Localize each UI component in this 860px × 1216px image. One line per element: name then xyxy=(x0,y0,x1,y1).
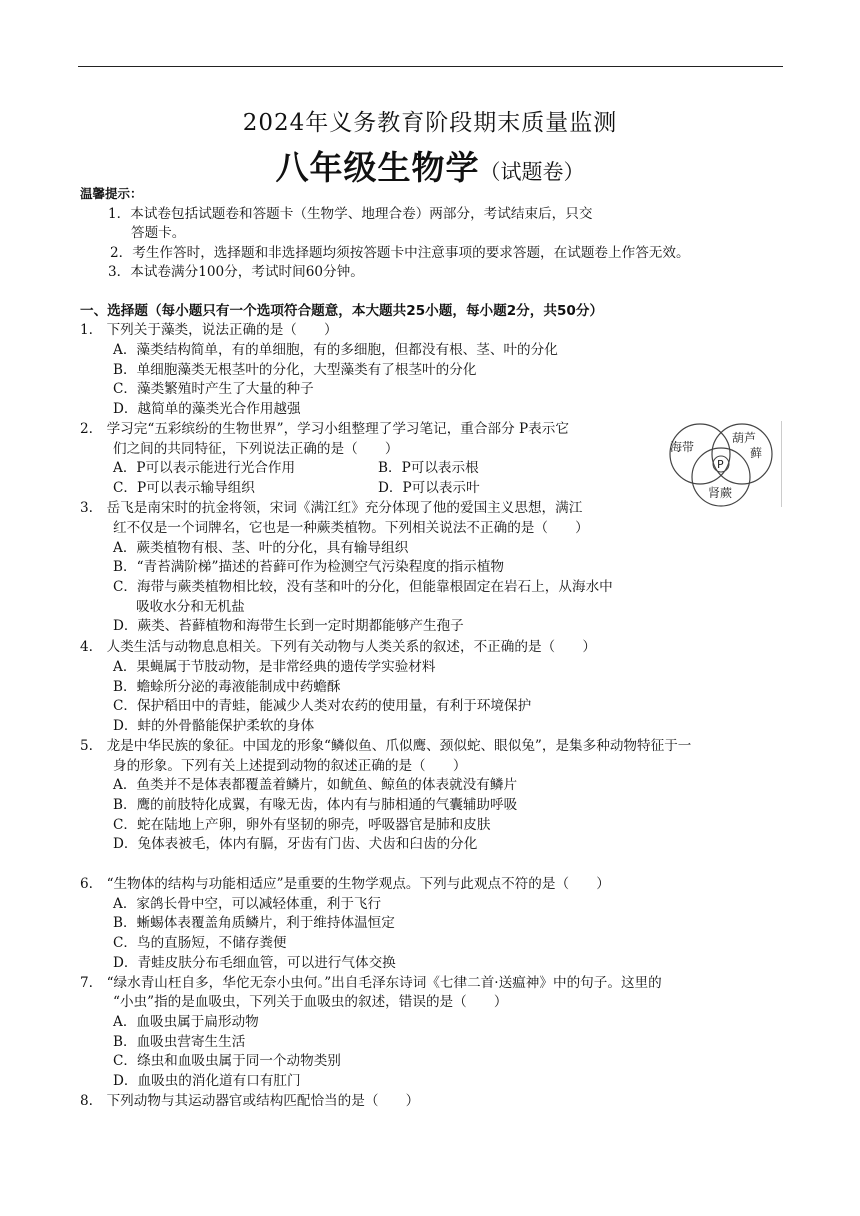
q2-stem-line1: 2. 学习完“五彩缤纷的生物世界”，学习小组整理了学习笔记，重合部分 P表示它 xyxy=(80,421,569,437)
venn-diagram xyxy=(660,421,782,507)
q2-stem-line2: 们之间的共同特征，下列说法正确的是（ ） xyxy=(113,441,399,457)
q1-option-b: B．单细胞藻类无根茎叶的分化，大型藻类有了根茎叶的分化 xyxy=(113,362,477,378)
exam-title: 2024年义务教育阶段期末质量监测 xyxy=(242,110,618,136)
q6-stem: 6. “生物体的结构与功能相适应”是重要的生物学观点。下列与此观点不符的是（ ） xyxy=(80,876,610,892)
q3-option-c-line1: C．海带与蕨类植物相比较，没有茎和叶的分化，但能靠根固定在岩石上，从海水中 xyxy=(113,579,613,595)
q7-option-d: D．血吸虫的消化道有口有肛门 xyxy=(113,1073,301,1089)
q5-stem-line2: 身的形象。下列有关上述提到动物的叙述正确的是（ ） xyxy=(113,758,467,774)
q3-option-c-line2: 吸收水分和无机盐 xyxy=(136,599,245,615)
q1-option-c: C．藻类繁殖时产生了大量的种子 xyxy=(113,381,314,397)
q3-option-a: A．蕨类植物有根、茎、叶的分化，具有输导组织 xyxy=(113,540,409,556)
q8-stem: 8. 下列动物与其运动器官或结构匹配恰当的是（ ） xyxy=(80,1093,420,1109)
tips-heading: 温馨提示： xyxy=(80,186,143,201)
q2-option-b: B．P可以表示根 xyxy=(378,460,479,476)
q1-option-d: D．越简单的藻类光合作用越强 xyxy=(113,401,301,417)
q7-stem-line2: “小虫”指的是血吸虫，下列关于血吸虫的叙述，错误的是（ ） xyxy=(113,994,508,1010)
venn-label-hulu-1: 葫芦 xyxy=(732,431,757,445)
venn-label-p: P xyxy=(717,458,724,471)
subject-title xyxy=(0,142,860,189)
tip-line-1-cont: 答题卡。 xyxy=(131,225,186,241)
q6-option-d: D．青蛙皮肤分布毛细血管，可以进行气体交换 xyxy=(113,955,396,971)
subject-name: 八年级生物学 xyxy=(275,148,480,187)
q4-option-b: B．蟾蜍所分泌的毒液能制成中药蟾酥 xyxy=(113,679,341,695)
q7-option-a: A．血吸虫属于扁形动物 xyxy=(113,1014,259,1030)
venn-label-haidai: 海带 xyxy=(670,440,695,454)
q5-option-c: C．蛇在陆地上产卵，卵外有坚韧的卵壳，呼吸器官是肺和皮肤 xyxy=(113,817,491,833)
q6-option-b: B．蜥蜴体表覆盖角质鳞片，利于维持体温恒定 xyxy=(113,915,395,931)
q4-stem: 4. 人类生活与动物息息相关。下列有关动物与人类关系的叙述，不正确的是（ ） xyxy=(80,639,596,655)
q6-option-a: A．家鸽长骨中空，可以减轻体重，利于飞行 xyxy=(113,896,382,912)
q4-option-a: A．果蝇属于节肢动物，是非常经典的遗传学实验材料 xyxy=(113,659,436,675)
venn-label-shenjue: 肾蕨 xyxy=(708,486,733,500)
q7-option-c: C．绦虫和血吸虫属于同一个动物类别 xyxy=(113,1053,341,1069)
section-heading: 一、选择题（每小题只有一个选项符合题意，本大题共25小题，每小题2分，共50分） xyxy=(80,303,604,319)
q1-option-a: A．藻类结构简单，有的单细胞，有的多细胞，但都没有根、茎、叶的分化 xyxy=(113,342,558,358)
subject-subtitle: （试题卷） xyxy=(479,160,585,184)
q7-option-b: B．血吸虫营寄生生活 xyxy=(113,1034,246,1050)
q5-option-d: D．兔体表被毛，体内有膈，牙齿有门齿、犬齿和臼齿的分化 xyxy=(113,836,478,852)
q5-stem-line1: 5. 龙是中华民族的象征。中国龙的形象“鳞似鱼、爪似鹰、颈似蛇、眼似兔”，是集多种动物特征于一 xyxy=(80,738,692,754)
q1-stem: 1. 下列关于藻类，说法正确的是（ ） xyxy=(80,322,338,338)
tip-line-1: 1．本试卷包括试题卷和答题卡（生物学、地理合卷）两部分，考试结束后，只交 xyxy=(108,206,593,222)
tip-line-2: 2．考生作答时，选择题和非选择题均须按答题卡中注意事项的要求答题，在试题卷上作答无效。 xyxy=(110,245,690,261)
q4-option-d: D．蚌的外骨骼能保护柔软的身体 xyxy=(113,718,315,734)
q2-option-d: D．P可以表示叶 xyxy=(378,480,480,496)
venn-label-hulu-2: 藓 xyxy=(750,446,763,460)
q3-option-d: D．蕨类、苔藓植物和海带生长到一定时期都能够产生孢子 xyxy=(113,618,464,634)
q6-option-c: C．鸟的直肠短，不储存粪便 xyxy=(113,935,287,951)
q3-stem-line2: 红不仅是一个词牌名，它也是一种蕨类植物。下列相关说法不正确的是（ ） xyxy=(113,520,589,536)
q3-stem-line1: 3. 岳飞是南宋时的抗金将领，宋词《满江红》充分体现了他的爱国主义思想，满江 xyxy=(80,500,583,516)
q4-option-c: C．保护稻田中的青蛙，能减少人类对农药的使用量，有利于环境保护 xyxy=(113,698,532,714)
venn-frame-edge xyxy=(781,421,782,507)
tip-line-3: 3．本试卷满分100分，考试时间60分钟。 xyxy=(108,264,364,280)
q5-option-a: A．鱼类并不是体表都覆盖着鳞片，如鱿鱼、鲸鱼的体表就没有鳞片 xyxy=(113,777,518,793)
q2-option-c: C．P可以表示输导组织 xyxy=(113,480,255,496)
q2-option-a: A．P可以表示能进行光合作用 xyxy=(113,460,296,476)
q3-option-b: B．“青苔满阶梯”描述的苔藓可作为检测空气污染程度的指示植物 xyxy=(113,559,504,575)
q5-option-b: B．鹰的前肢特化成翼，有喙无齿，体内有与肺相通的气囊辅助呼吸 xyxy=(113,797,518,813)
q7-stem-line1: 7. “绿水青山枉自多，华佗无奈小虫何。”出自毛泽东诗词《七律二首·送瘟神》中的句子。这里的 xyxy=(80,975,662,991)
header-rule xyxy=(78,66,783,67)
